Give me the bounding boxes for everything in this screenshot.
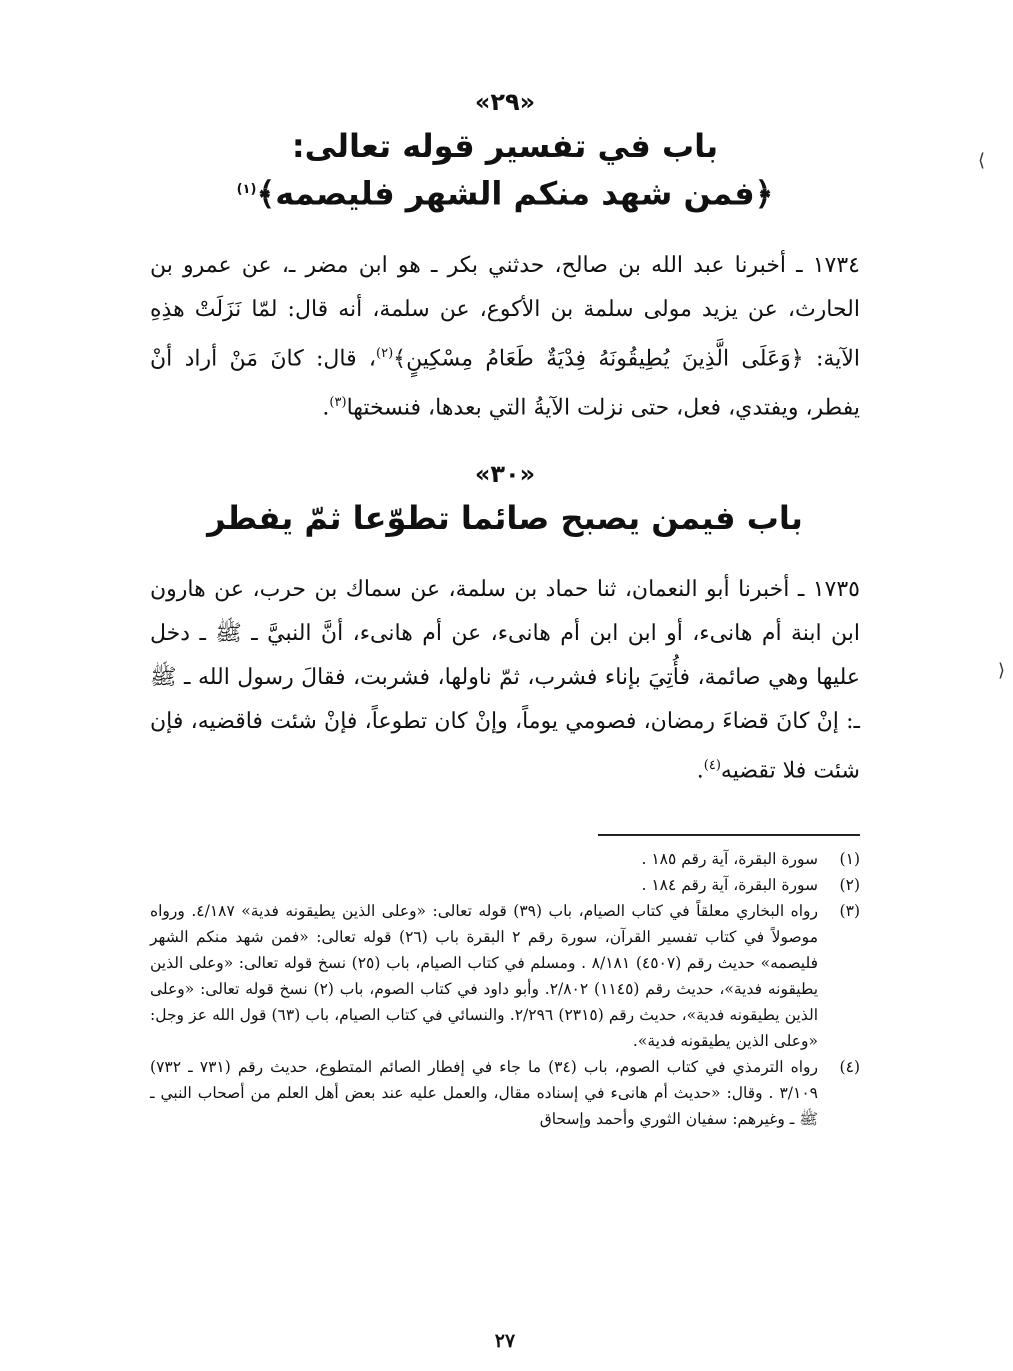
document-page bbox=[150, 80, 860, 1352]
footnote-4 bbox=[150, 1054, 860, 1132]
section-30-title: باب فيمن يصبح صائما تطوّعا ثمّ يفطر bbox=[207, 499, 803, 538]
footnote-ref-1: (١) bbox=[236, 182, 257, 197]
section-29-number: «٢٩» bbox=[474, 88, 536, 116]
footnote-ref-4: (٤) bbox=[703, 758, 721, 774]
footnote-text: سورة البقرة، آية رقم ١٨٤ . bbox=[641, 875, 818, 894]
footnote-3 bbox=[150, 898, 860, 1054]
hadith-1735 bbox=[150, 568, 860, 793]
footnote-number: (٤) bbox=[839, 1057, 860, 1076]
footnote-1 bbox=[150, 846, 860, 872]
section-29-title-line2 bbox=[150, 168, 860, 216]
page-number: ٢٧ bbox=[494, 1330, 516, 1352]
footnotes bbox=[150, 846, 860, 1132]
footnote-number: (١) bbox=[839, 849, 860, 868]
footnote-2 bbox=[150, 872, 860, 898]
footnote-text: رواه الترمذي في كتاب الصوم، باب (٣٤) ما جاء في إفطار الصائم المتطوع، حديث رقم (٧٣١ ـ ٧٣٢) ٣/١٠٩ . وقال: «حديث أم هانىء في إسناده مقال، والعمل عليه عند بعض أهل العلم من أصحاب النبي ـ ﷺ ـ وغيرهم: سفيان الثوري وأحمد وإسحاق bbox=[150, 1057, 818, 1128]
footnote-text: رواه البخاري معلقاً في كتاب الصيام، باب (٣٩) قوله تعالى: «وعلى الذين يطيقونه فدية» ٤/١٨٧. ورواه موصولاً في كتاب تفسير القرآن، سورة رقم ٢ البقرة باب (٢٦) قوله تعالى: «فمن شهد منكم الشهر فليصمه» حديث رقم (٤٥٠٧) ٨/١٨١ . ومسلم في كتاب الصيام، باب (٢٥) نسخ قوله تعالى: «وعلى الذين يطيقونه فدية»، حديث رقم (١١٤٥) ٢/٨٠٢. وأبو داود في كتاب الصوم، باب (٢) نسخ قوله تعالى: «وعلى الذين يطيقونه فدية»، حديث رقم (٢٣١٥) ٢/٢٩٦. والنسائي في كتاب الصيام، باب (٦٣) قول الله عز وجل: «وعلى الذين يطيقونه فدية». bbox=[150, 901, 819, 1050]
footnote-separator bbox=[598, 834, 860, 836]
footnote-ref-3: (٣) bbox=[329, 394, 347, 410]
footnote-number: (٣) bbox=[839, 901, 860, 920]
hadith-1734-text: ١٧٣٤ ـ أخبرنا عبد الله بن صالح، حدثني بكر ـ هو ابن مضر ـ، عن عمرو بن الحارث، عن يزيد مولى سلمة بن الأكوع، عن سلمة، أنه قال: لمّا نَزَلَتْ هذِهِ الآية: ﴿وَعَلَى الَّذِينَ يُطِيقُونَهُ فِدْيَةٌ طَعَامُ مِسْكِينٍ﴾ bbox=[150, 252, 860, 371]
hadith-1734-end: . bbox=[322, 395, 330, 421]
footnote-text: سورة البقرة، آية رقم ١٨٥ . bbox=[641, 849, 818, 868]
section-29-title-verse: ﴿فمن شهد منكم الشهر فليصمه﴾ bbox=[256, 174, 774, 213]
hadith-1734 bbox=[150, 244, 860, 431]
hadith-1735-end: . bbox=[696, 758, 704, 784]
footnote-number: (٢) bbox=[839, 875, 860, 894]
section-29-title-line1: باب في تفسير قوله تعالى: bbox=[291, 127, 719, 165]
hadith-1734-text-after: ، قال: كانَ مَنْ أراد أنْ يفطر، ويفتدي، فعل، حتى نزلت الآيةُ التي بعدها، فنسختها bbox=[150, 345, 860, 421]
hadith-1735-text: ١٧٣٥ ـ أخبرنا أبو النعمان، ثنا حماد بن سلمة، عن سماك بن حرب، عن هارون ابن ابنة أم هانىء، أو ابن ابن أم هانىء، عن أم هانىء، أنَّ النبيَّ ـ ﷺ ـ دخل عليها وهي صائمة، فأُتِيَ بإناء فشرب، ثمّ ناولها، فشربت، فقالَ رسول الله ـ ﷺ ـ: إنْ كانَ قضاءَ رمضان، فصومي يوماً، وإنْ كان تطوعاً، فإنْ شئت فاقضيه، فإن شئت فلا تقضيه bbox=[150, 577, 860, 784]
footnote-ref-2: (٢) bbox=[376, 345, 394, 361]
section-30-number: «٣٠» bbox=[474, 460, 536, 489]
margin-mark-top: ⟨ bbox=[978, 150, 986, 171]
margin-mark-middle: ⟩ bbox=[998, 660, 1006, 681]
